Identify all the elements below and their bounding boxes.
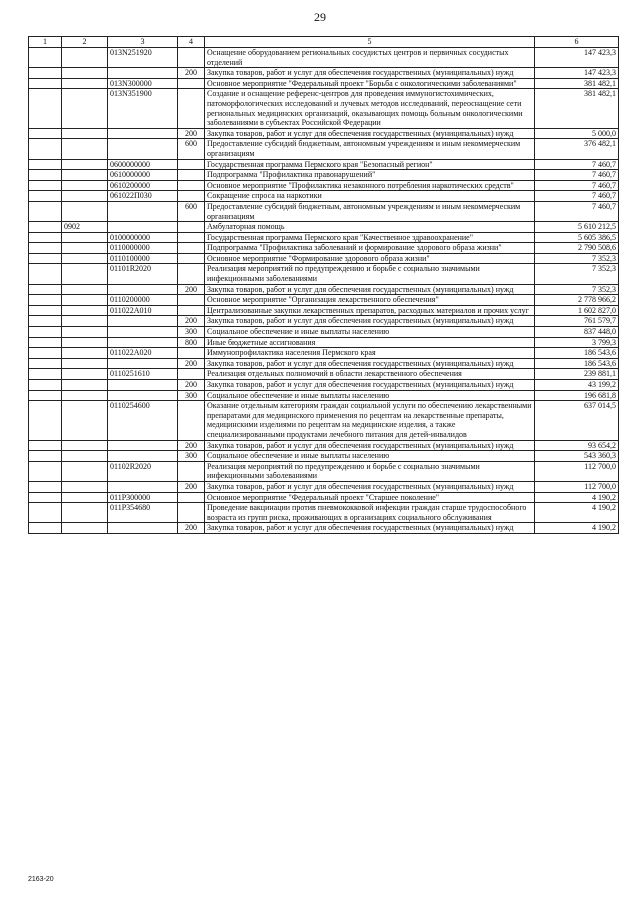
cell-name: Иные бюджетные ассигнования — [205, 337, 535, 348]
table-row — [29, 78, 619, 89]
cell-subsection — [62, 191, 108, 202]
cell-amount: 7 460,7 — [535, 159, 619, 170]
cell-expense-type — [178, 89, 205, 128]
cell-amount: 43 199,2 — [535, 380, 619, 391]
column-header: 2 — [62, 37, 108, 48]
cell-section — [29, 327, 62, 338]
cell-name: Закупка товаров, работ и услуг для обеспечения государственных (муниципальных) нужд — [205, 440, 535, 451]
cell-amount: 2 790 508,6 — [535, 243, 619, 254]
cell-target-code — [108, 68, 178, 79]
cell-expense-type: 200 — [178, 316, 205, 327]
cell-target-code: 0610000000 — [108, 170, 178, 181]
cell-subsection — [62, 461, 108, 481]
cell-expense-type: 200 — [178, 68, 205, 79]
cell-amount: 147 423,3 — [535, 48, 619, 68]
cell-subsection — [62, 481, 108, 492]
cell-section — [29, 48, 62, 68]
cell-subsection — [62, 170, 108, 181]
page-number: 29 — [314, 10, 326, 24]
table-row — [29, 170, 619, 181]
cell-section — [29, 492, 62, 503]
table-row — [29, 284, 619, 295]
cell-subsection — [62, 358, 108, 369]
cell-target-code: 013N351900 — [108, 89, 178, 128]
cell-section — [29, 369, 62, 380]
cell-target-code: 011022А020 — [108, 348, 178, 359]
cell-subsection — [62, 380, 108, 391]
cell-amount: 4 190,2 — [535, 492, 619, 503]
table-row — [29, 232, 619, 243]
table-row — [29, 481, 619, 492]
cell-target-code: 013N300000 — [108, 78, 178, 89]
cell-name: Государственная программа Пермского края "Безопасный регион" — [205, 159, 535, 170]
cell-amount: 112 700,0 — [535, 481, 619, 492]
cell-expense-type: 300 — [178, 390, 205, 401]
cell-target-code — [108, 201, 178, 221]
cell-name: Подпрограмма "Профилактика правонарушений" — [205, 170, 535, 181]
cell-name: Основное мероприятие "Федеральный проект "Борьба с онкологическими заболеваниями" — [205, 78, 535, 89]
table-row — [29, 68, 619, 79]
column-header: 4 — [178, 37, 205, 48]
cell-amount: 7 460,7 — [535, 201, 619, 221]
table-row — [29, 201, 619, 221]
cell-subsection — [62, 48, 108, 68]
cell-target-code — [108, 358, 178, 369]
column-header: 5 — [205, 37, 535, 48]
cell-section — [29, 191, 62, 202]
cell-subsection — [62, 305, 108, 316]
cell-section — [29, 451, 62, 462]
cell-name: Социальное обеспечение и иные выплаты населению — [205, 327, 535, 338]
table-row — [29, 401, 619, 440]
cell-section — [29, 358, 62, 369]
cell-expense-type: 200 — [178, 523, 205, 534]
cell-amount: 147 423,3 — [535, 68, 619, 79]
cell-target-code: 0110200000 — [108, 295, 178, 306]
table-row — [29, 461, 619, 481]
table-body — [29, 48, 619, 534]
cell-section — [29, 128, 62, 139]
header-row — [29, 37, 619, 48]
cell-target-code: 011022А010 — [108, 305, 178, 316]
cell-target-code — [108, 316, 178, 327]
cell-target-code: 0100000000 — [108, 232, 178, 243]
cell-target-code: 01102R2020 — [108, 461, 178, 481]
table-row — [29, 222, 619, 233]
cell-section — [29, 68, 62, 79]
cell-name: Основное мероприятие "Федеральный проект "Старшее поколение" — [205, 492, 535, 503]
cell-subsection — [62, 68, 108, 79]
cell-subsection — [62, 284, 108, 295]
cell-subsection — [62, 78, 108, 89]
table-row — [29, 327, 619, 338]
cell-name: Закупка товаров, работ и услуг для обеспечения государственных (муниципальных) нужд — [205, 284, 535, 295]
cell-expense-type — [178, 253, 205, 264]
cell-section — [29, 159, 62, 170]
cell-name: Реализация мероприятий по предупреждению и борьбе с социально значимыми инфекционными заболеваниями — [205, 264, 535, 284]
cell-name: Социальное обеспечение и иные выплаты населению — [205, 451, 535, 462]
cell-subsection — [62, 369, 108, 380]
cell-name: Закупка товаров, работ и услуг для обеспечения государственных (муниципальных) нужд — [205, 358, 535, 369]
cell-subsection — [62, 232, 108, 243]
cell-subsection — [62, 348, 108, 359]
cell-expense-type — [178, 305, 205, 316]
cell-expense-type: 200 — [178, 284, 205, 295]
cell-name: Оказание отдельным категориям граждан социальной услуги по обеспечению лекарственными препаратами для медицинского применения по рецептам на лекарственные препараты, медицинскими изделиями по рецептам на медицинские изделия, а также специализированными продуктами лечебного питания для детей-инвалидов — [205, 401, 535, 440]
cell-name: Оснащение оборудованием региональных сосудистых центров и первичных сосудистых отделений — [205, 48, 535, 68]
cell-subsection — [62, 201, 108, 221]
cell-target-code: 0600000000 — [108, 159, 178, 170]
cell-name: Социальное обеспечение и иные выплаты населению — [205, 390, 535, 401]
cell-name: Предоставление субсидий бюджетным, автономным учреждениям и иным некоммерческим организациям — [205, 139, 535, 159]
cell-target-code — [108, 337, 178, 348]
cell-target-code — [108, 139, 178, 159]
cell-target-code — [108, 523, 178, 534]
table-row — [29, 48, 619, 68]
table-row — [29, 139, 619, 159]
table-row — [29, 380, 619, 391]
cell-target-code — [108, 284, 178, 295]
cell-expense-type — [178, 170, 205, 181]
cell-section — [29, 284, 62, 295]
cell-expense-type: 600 — [178, 201, 205, 221]
cell-section — [29, 461, 62, 481]
cell-subsection — [62, 390, 108, 401]
cell-expense-type: 800 — [178, 337, 205, 348]
table-row — [29, 503, 619, 523]
cell-name: Основное мероприятие "Формирование здорового образа жизни" — [205, 253, 535, 264]
cell-name: Государственная программа Пермского края "Качественное здравоохранение" — [205, 232, 535, 243]
cell-section — [29, 503, 62, 523]
cell-expense-type — [178, 295, 205, 306]
cell-name: Предоставление субсидий бюджетным, автономным учреждениям и иным некоммерческим организациям — [205, 201, 535, 221]
cell-expense-type — [178, 78, 205, 89]
column-header: 3 — [108, 37, 178, 48]
cell-name: Закупка товаров, работ и услуг для обеспечения государственных (муниципальных) нужд — [205, 68, 535, 79]
cell-subsection — [62, 180, 108, 191]
cell-name: Закупка товаров, работ и услуг для обеспечения государственных (муниципальных) нужд — [205, 481, 535, 492]
cell-subsection — [62, 264, 108, 284]
table-row — [29, 358, 619, 369]
cell-expense-type — [178, 348, 205, 359]
cell-expense-type — [178, 503, 205, 523]
table-row — [29, 369, 619, 380]
cell-expense-type — [178, 492, 205, 503]
cell-subsection — [62, 503, 108, 523]
cell-section — [29, 390, 62, 401]
cell-subsection — [62, 492, 108, 503]
cell-amount: 637 014,5 — [535, 401, 619, 440]
cell-name: Закупка товаров, работ и услуг для обеспечения государственных (муниципальных) нужд — [205, 128, 535, 139]
table-row — [29, 243, 619, 254]
cell-amount: 2 778 966,2 — [535, 295, 619, 306]
column-header: 6 — [535, 37, 619, 48]
cell-expense-type — [178, 232, 205, 243]
cell-section — [29, 170, 62, 181]
cell-amount: 7 460,7 — [535, 180, 619, 191]
cell-target-code — [108, 327, 178, 338]
cell-amount: 7 352,3 — [535, 264, 619, 284]
footer-code: 2163-20 — [28, 876, 54, 883]
cell-section — [29, 440, 62, 451]
cell-section — [29, 89, 62, 128]
cell-expense-type — [178, 48, 205, 68]
table-row — [29, 337, 619, 348]
cell-section — [29, 180, 62, 191]
cell-name: Иммунопрофилактика населения Пермского края — [205, 348, 535, 359]
cell-target-code: 0110100000 — [108, 253, 178, 264]
cell-amount: 381 482,1 — [535, 78, 619, 89]
cell-amount: 1 602 827,0 — [535, 305, 619, 316]
cell-section — [29, 337, 62, 348]
cell-expense-type — [178, 191, 205, 202]
cell-expense-type — [178, 369, 205, 380]
cell-subsection — [62, 451, 108, 462]
table-row — [29, 191, 619, 202]
cell-target-code: 01101R2020 — [108, 264, 178, 284]
table-row — [29, 89, 619, 128]
cell-target-code: 0110254600 — [108, 401, 178, 440]
cell-expense-type: 200 — [178, 380, 205, 391]
cell-name: Проведение вакцинации против пневмококковой инфекции граждан старше трудоспособного возраста из групп риска, проживающих в организациях социального обслуживания — [205, 503, 535, 523]
cell-expense-type: 200 — [178, 440, 205, 451]
cell-expense-type: 200 — [178, 128, 205, 139]
cell-section — [29, 222, 62, 233]
cell-amount: 186 543,6 — [535, 358, 619, 369]
table-row — [29, 316, 619, 327]
cell-target-code — [108, 128, 178, 139]
cell-name: Создание и оснащение референс-центров для проведения иммуногистохимических, патоморфологических исследований и лучевых методов исследований, переоснащение сети региональных медицинских организаций, оказывающих помощь больным онкологическими заболеваниями в субъектах Российской Федерации — [205, 89, 535, 128]
cell-amount: 4 190,2 — [535, 503, 619, 523]
table-row — [29, 451, 619, 462]
cell-subsection — [62, 523, 108, 534]
cell-target-code: 011P300000 — [108, 492, 178, 503]
cell-target-code: 013N251920 — [108, 48, 178, 68]
table-row — [29, 348, 619, 359]
cell-name: Реализация отдельных полномочий в области лекарственного обеспечения — [205, 369, 535, 380]
cell-subsection — [62, 139, 108, 159]
cell-section — [29, 380, 62, 391]
cell-amount: 7 352,3 — [535, 284, 619, 295]
cell-amount: 196 681,8 — [535, 390, 619, 401]
table-row — [29, 180, 619, 191]
cell-amount: 376 482,1 — [535, 139, 619, 159]
cell-section — [29, 253, 62, 264]
cell-amount: 7 460,7 — [535, 170, 619, 181]
table-row — [29, 440, 619, 451]
cell-name: Амбулаторная помощь — [205, 222, 535, 233]
cell-section — [29, 348, 62, 359]
cell-name: Основное мероприятие "Профилактика незаконного потребления наркотических средств" — [205, 180, 535, 191]
cell-target-code — [108, 222, 178, 233]
cell-expense-type — [178, 461, 205, 481]
cell-amount: 4 190,2 — [535, 523, 619, 534]
cell-subsection — [62, 401, 108, 440]
cell-target-code: 0110251610 — [108, 369, 178, 380]
cell-expense-type: 200 — [178, 358, 205, 369]
cell-section — [29, 523, 62, 534]
cell-target-code — [108, 390, 178, 401]
cell-amount: 761 579,7 — [535, 316, 619, 327]
cell-amount: 381 482,1 — [535, 89, 619, 128]
table-row — [29, 253, 619, 264]
table-row — [29, 128, 619, 139]
cell-amount: 5 000,0 — [535, 128, 619, 139]
cell-name: Закупка товаров, работ и услуг для обеспечения государственных (муниципальных) нужд — [205, 380, 535, 391]
cell-amount: 543 360,3 — [535, 451, 619, 462]
cell-amount: 7 352,3 — [535, 253, 619, 264]
cell-name: Закупка товаров, работ и услуг для обеспечения государственных (муниципальных) нужд — [205, 316, 535, 327]
cell-name: Основное мероприятие "Организация лекарственного обеспечения" — [205, 295, 535, 306]
cell-target-code: 0110000000 — [108, 243, 178, 254]
cell-name: Централизованные закупки лекарственных препаратов, расходных материалов и прочих услуг — [205, 305, 535, 316]
table-row — [29, 159, 619, 170]
table-row — [29, 492, 619, 503]
table-row — [29, 264, 619, 284]
cell-name: Сокращение спроса на наркотики — [205, 191, 535, 202]
cell-subsection — [62, 128, 108, 139]
cell-section — [29, 481, 62, 492]
cell-section — [29, 243, 62, 254]
cell-expense-type — [178, 159, 205, 170]
cell-expense-type — [178, 264, 205, 284]
cell-expense-type: 200 — [178, 481, 205, 492]
cell-subsection: 0902 — [62, 222, 108, 233]
cell-subsection — [62, 243, 108, 254]
cell-target-code — [108, 451, 178, 462]
cell-section — [29, 295, 62, 306]
cell-amount: 112 700,0 — [535, 461, 619, 481]
budget-table — [28, 36, 619, 534]
cell-subsection — [62, 327, 108, 338]
cell-amount: 5 605 386,5 — [535, 232, 619, 243]
cell-expense-type: 300 — [178, 327, 205, 338]
cell-subsection — [62, 316, 108, 327]
cell-section — [29, 201, 62, 221]
table-row — [29, 295, 619, 306]
cell-section — [29, 78, 62, 89]
cell-subsection — [62, 253, 108, 264]
cell-section — [29, 401, 62, 440]
cell-section — [29, 316, 62, 327]
table-row — [29, 390, 619, 401]
cell-name: Реализация мероприятий по предупреждению и борьбе с социально значимыми инфекционными заболеваниями — [205, 461, 535, 481]
cell-target-code: 0610200000 — [108, 180, 178, 191]
cell-name: Закупка товаров, работ и услуг для обеспечения государственных (муниципальных) нужд — [205, 523, 535, 534]
table-row — [29, 305, 619, 316]
cell-section — [29, 305, 62, 316]
cell-section — [29, 232, 62, 243]
cell-expense-type — [178, 222, 205, 233]
cell-amount: 239 881,1 — [535, 369, 619, 380]
cell-name: Подпрограмма "Профилактика заболеваний и формирование здорового образа жизни" — [205, 243, 535, 254]
cell-expense-type: 300 — [178, 451, 205, 462]
cell-expense-type — [178, 243, 205, 254]
cell-subsection — [62, 159, 108, 170]
cell-target-code — [108, 481, 178, 492]
cell-subsection — [62, 440, 108, 451]
cell-target-code: 011P354680 — [108, 503, 178, 523]
cell-amount: 3 799,3 — [535, 337, 619, 348]
cell-expense-type: 600 — [178, 139, 205, 159]
cell-expense-type — [178, 401, 205, 440]
cell-target-code — [108, 440, 178, 451]
cell-amount: 93 654,2 — [535, 440, 619, 451]
cell-subsection — [62, 337, 108, 348]
cell-expense-type — [178, 180, 205, 191]
column-header: 1 — [29, 37, 62, 48]
cell-section — [29, 139, 62, 159]
cell-amount: 5 610 212,5 — [535, 222, 619, 233]
cell-target-code — [108, 380, 178, 391]
cell-target-code: 061022П030 — [108, 191, 178, 202]
table-row — [29, 523, 619, 534]
cell-subsection — [62, 295, 108, 306]
cell-amount: 7 460,7 — [535, 191, 619, 202]
cell-amount: 837 448,0 — [535, 327, 619, 338]
cell-section — [29, 264, 62, 284]
cell-amount: 186 543,6 — [535, 348, 619, 359]
cell-subsection — [62, 89, 108, 128]
